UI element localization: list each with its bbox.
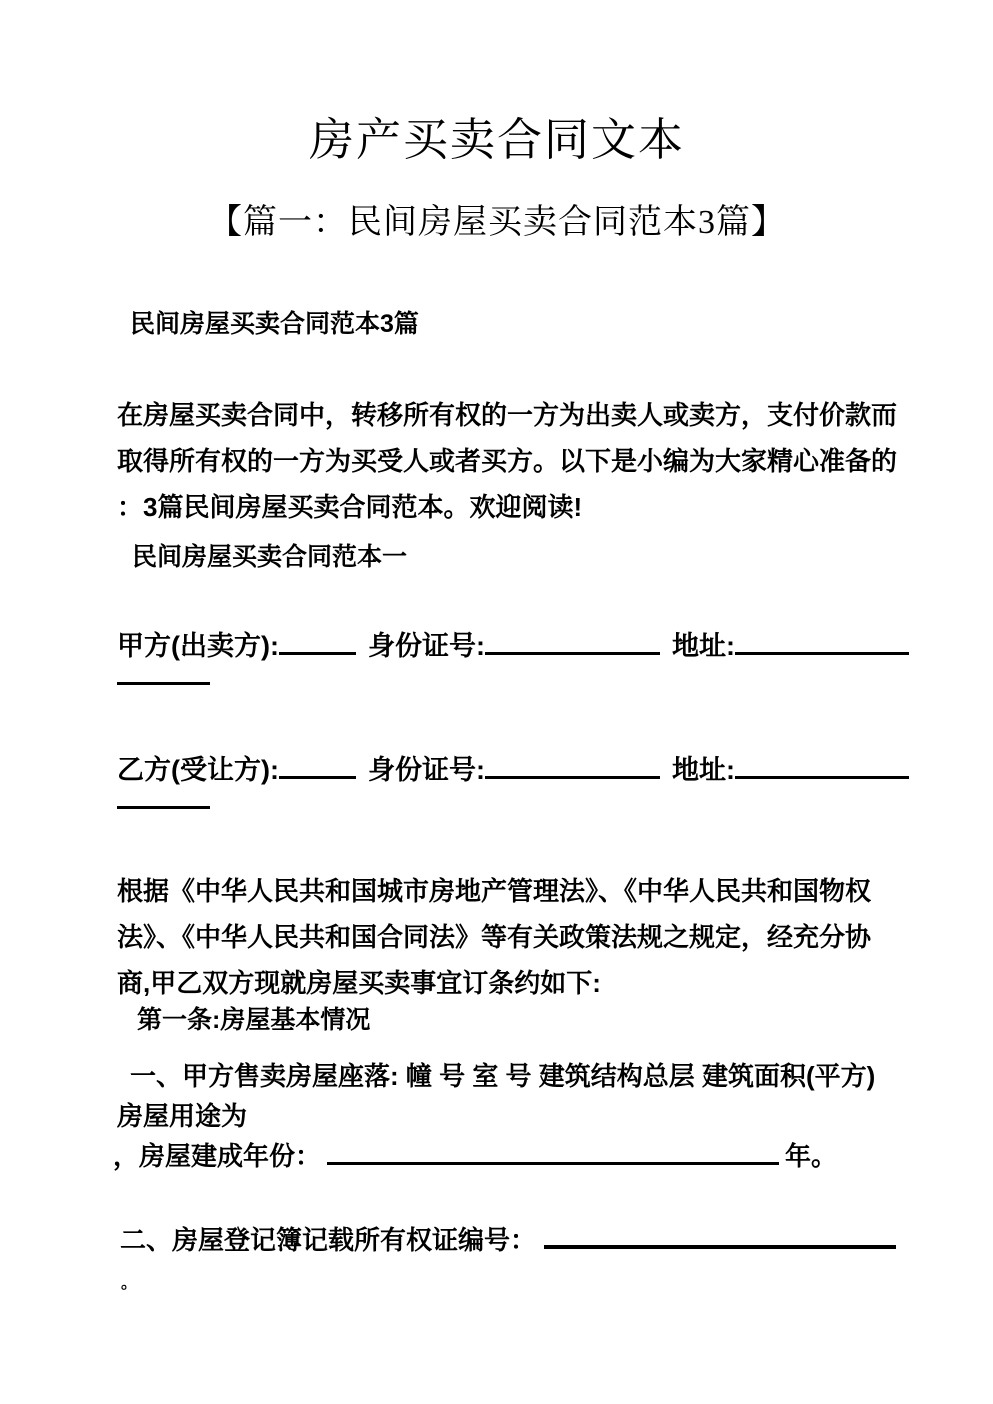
intro-paragraph: [117, 392, 898, 530]
clause2-row: [120, 1218, 877, 1262]
party-b-address-blank: [735, 749, 909, 779]
party-a-overflow-blank: [117, 682, 210, 685]
clause2-period: 。: [121, 1275, 138, 1292]
clause1-year-suffix: 年。: [785, 1141, 838, 1171]
party-b-id-label: 身份证号:: [367, 755, 485, 785]
party-a-id-blank: [485, 625, 660, 655]
party-a-address-label: 地址:: [671, 631, 735, 661]
legal-line: 商,甲乙双方现就房屋买卖事宜订条约如下:: [117, 968, 601, 998]
clause2-blank: [544, 1219, 896, 1249]
clause1-line1: 一、甲方售卖房屋座落: 幢 号 室 号 建筑结构总层 建筑面积(平方): [130, 1061, 876, 1091]
party-a-name-label: 甲方(出卖方):: [117, 631, 279, 661]
party-b-overflow-blank: [117, 806, 210, 809]
clause1-line2: 房屋用途为: [117, 1101, 248, 1131]
clause1-block: [113, 1056, 877, 1176]
clause2-label: 二、房屋登记簿记载所有权证编号：: [120, 1225, 537, 1255]
article1-heading: 第一条:房屋基本情况: [137, 1006, 371, 1034]
legal-paragraph: [117, 868, 877, 1006]
party-a-row: [117, 624, 877, 668]
clause1-year-prefix: ，房屋建成年份：: [113, 1141, 322, 1171]
party-b-row: [117, 748, 877, 792]
sample-heading: 民间房屋买卖合同范本一: [132, 543, 408, 571]
clause1-year-line: [113, 1136, 877, 1176]
party-a-id-label: 身份证号:: [367, 631, 485, 661]
intro-line: 在房屋买卖合同中，转移所有权的一方为出卖人或卖方，支付价款而: [117, 400, 898, 430]
legal-line: 法》、《中华人民共和国合同法》等有关政策法规之规定，经充分协: [117, 922, 872, 952]
intro-line: ：3篇民间房屋买卖合同范本。欢迎阅读!: [117, 492, 583, 522]
page-title: 房产买卖合同文本: [308, 115, 685, 165]
page-subtitle: 【篇一：民间房屋买卖合同范本3篇】: [208, 204, 786, 241]
clause1-year-blank: [327, 1136, 779, 1165]
party-b-address-label: 地址:: [671, 755, 735, 785]
section-heading: 民间房屋买卖合同范本3篇: [130, 310, 419, 338]
party-b-name-label: 乙方(受让方):: [117, 755, 279, 785]
party-b-name-blank: [279, 749, 356, 779]
intro-line: 取得所有权的一方为买受人或者买方。以下是小编为大家精心准备的: [117, 446, 898, 476]
legal-line: 根据《中华人民共和国城市房地产管理法》、《中华人民共和国物权: [117, 876, 872, 906]
party-b-id-blank: [485, 749, 660, 779]
party-a-name-blank: [279, 625, 356, 655]
party-a-address-blank: [735, 625, 909, 655]
